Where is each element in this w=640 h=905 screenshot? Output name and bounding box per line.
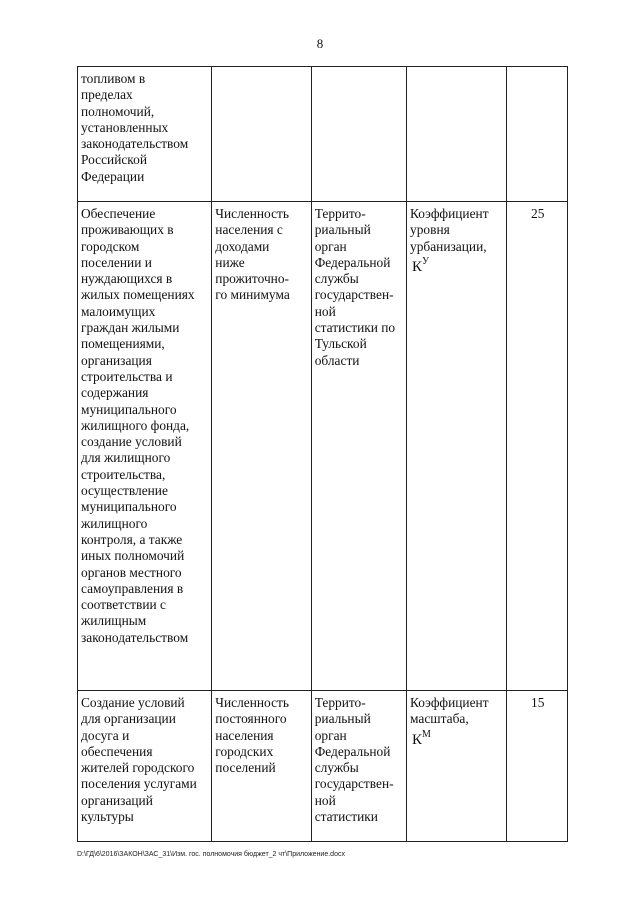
function-cell-line: законодательством	[81, 136, 189, 152]
function-cell-line: контроля, а также	[81, 531, 183, 547]
function-cell	[78, 691, 212, 842]
coefficient-cell-line: урбанизации,	[410, 238, 487, 254]
function-cell-line: жилищного фонда,	[81, 417, 190, 433]
coefficient-cell	[407, 67, 507, 202]
source-cell-line: ной	[314, 792, 336, 808]
source-cell-line: статистики по	[314, 320, 396, 336]
function-cell-line: муниципального	[81, 401, 177, 417]
table-row	[78, 691, 568, 842]
coefficient-cell-line: уровня	[410, 222, 450, 238]
function-cell-line: жилищным	[81, 613, 147, 629]
source-cell-line: государствен-	[314, 287, 394, 303]
indicator-cell-line: городских	[215, 743, 274, 759]
function-cell-line: пределах	[81, 87, 133, 103]
allocation-table	[77, 66, 568, 842]
function-cell-line: муниципального	[81, 499, 177, 515]
function-cell-line: проживающих в	[81, 222, 174, 238]
function-cell-line: для жилищного	[81, 450, 171, 466]
function-cell-line: строительства,	[81, 466, 166, 482]
function-cell-line: жилищного	[81, 515, 148, 531]
file-path-footer: D:\ГД\6\2016\ЗАКОН\ЗАС_31\Изм. гос. полномочия бюджет_2 чт\Приложение.docx	[77, 851, 345, 858]
indicator-cell-line: поселений	[215, 760, 276, 776]
function-cell-line: досуга и	[81, 727, 130, 743]
function-cell-line: культуры	[81, 809, 134, 825]
coefficient-cell-line: Коэффициент	[410, 206, 489, 221]
source-cell-line: Федеральной	[314, 743, 391, 759]
function-cell-line: законодательством	[81, 629, 189, 645]
function-cell-line: топливом в	[81, 71, 146, 86]
coefficient-cell-line: масштаба,	[410, 711, 469, 727]
function-cell-line: для организации	[81, 711, 176, 727]
source-cell-line: ной	[314, 303, 336, 319]
coefficient-symbol	[410, 728, 504, 748]
function-cell-line: Создание условий	[81, 695, 185, 710]
function-cell-line: организация	[81, 352, 152, 368]
indicator-cell-line: доходами	[215, 238, 270, 254]
source-cell-line: государствен-	[314, 776, 394, 792]
function-cell-line: установленных	[81, 119, 169, 135]
weight-cell: 15	[507, 691, 568, 842]
coefficient-symbol	[410, 255, 430, 275]
indicator-cell-line: го минимума	[215, 287, 290, 303]
indicator-cell-line: Численность	[215, 206, 289, 221]
function-cell-line: жителей городского	[81, 760, 195, 776]
source-cell-line: орган	[314, 238, 347, 254]
function-cell-line: организаций	[81, 792, 153, 808]
weight-cell: 25	[507, 202, 568, 691]
function-cell-line: органов местного	[81, 564, 182, 580]
coefficient-superscript: М	[422, 728, 431, 740]
source-cell	[311, 202, 406, 691]
table-row	[78, 202, 568, 691]
page-number: 8	[316, 36, 324, 51]
source-cell-line: службы	[314, 760, 359, 776]
indicator-cell	[212, 691, 311, 842]
indicator-cell-line: населения с	[215, 222, 283, 238]
source-cell-line: Федеральной	[314, 254, 391, 270]
source-cell-line: области	[314, 352, 360, 368]
function-cell-line: граждан жилыми	[81, 320, 180, 336]
weight-cell	[507, 67, 568, 202]
source-cell	[311, 691, 406, 842]
coefficient-letter: К	[412, 258, 423, 275]
function-cell-line: строительства и	[81, 368, 173, 384]
function-cell-line: осуществление	[81, 483, 168, 499]
source-cell	[311, 67, 406, 202]
function-cell-line: полномочий,	[81, 103, 155, 119]
function-cell-line: обеспечения	[81, 743, 153, 759]
function-cell-line: соответствии с	[81, 597, 166, 613]
function-cell-line: Российской	[81, 152, 147, 168]
source-cell-line: риальный	[314, 711, 371, 727]
indicator-cell	[212, 67, 311, 202]
indicator-cell	[212, 202, 311, 691]
function-cell-line: городском	[81, 238, 140, 254]
source-cell-line: службы	[314, 271, 359, 287]
function-cell-line: жилых помещениях	[81, 287, 195, 303]
source-cell-line: риальный	[314, 222, 371, 238]
source-cell-line: Тульской	[314, 336, 367, 352]
function-cell-line: нуждающихся в	[81, 271, 173, 287]
indicator-cell-line: Численность	[215, 695, 289, 710]
function-cell-line: поселении и	[81, 254, 152, 270]
function-cell-line: самоуправления в	[81, 580, 184, 596]
function-cell-line: малоимущих	[81, 303, 156, 319]
indicator-cell-line: ниже	[215, 254, 245, 270]
coefficient-superscript: У	[422, 255, 430, 267]
source-cell-line: Террито-	[314, 206, 366, 221]
function-cell	[78, 202, 212, 691]
function-cell-line: помещениями,	[81, 336, 165, 352]
function-cell	[78, 67, 212, 202]
function-cell-line: создание условий	[81, 434, 182, 450]
function-cell-line: содержания	[81, 385, 149, 401]
coefficient-letter: К	[412, 731, 423, 748]
coefficient-cell	[407, 202, 507, 691]
source-cell-line: статистики	[314, 809, 378, 825]
coefficient-cell	[407, 691, 507, 842]
source-cell-line: Террито-	[314, 695, 366, 710]
indicator-cell-line: населения	[215, 727, 274, 743]
table-row	[78, 67, 568, 202]
indicator-cell-line: постоянного	[215, 711, 287, 727]
coefficient-cell-line: Коэффициент	[410, 695, 489, 710]
function-cell-line: поселения услугами	[81, 776, 197, 792]
function-cell-line: иных полномочий	[81, 548, 185, 564]
source-cell-line: орган	[314, 727, 347, 743]
function-cell-line: Федерации	[81, 168, 145, 184]
function-cell-line: Обеспечение	[81, 206, 156, 221]
indicator-cell-line: прожиточно-	[215, 271, 290, 287]
